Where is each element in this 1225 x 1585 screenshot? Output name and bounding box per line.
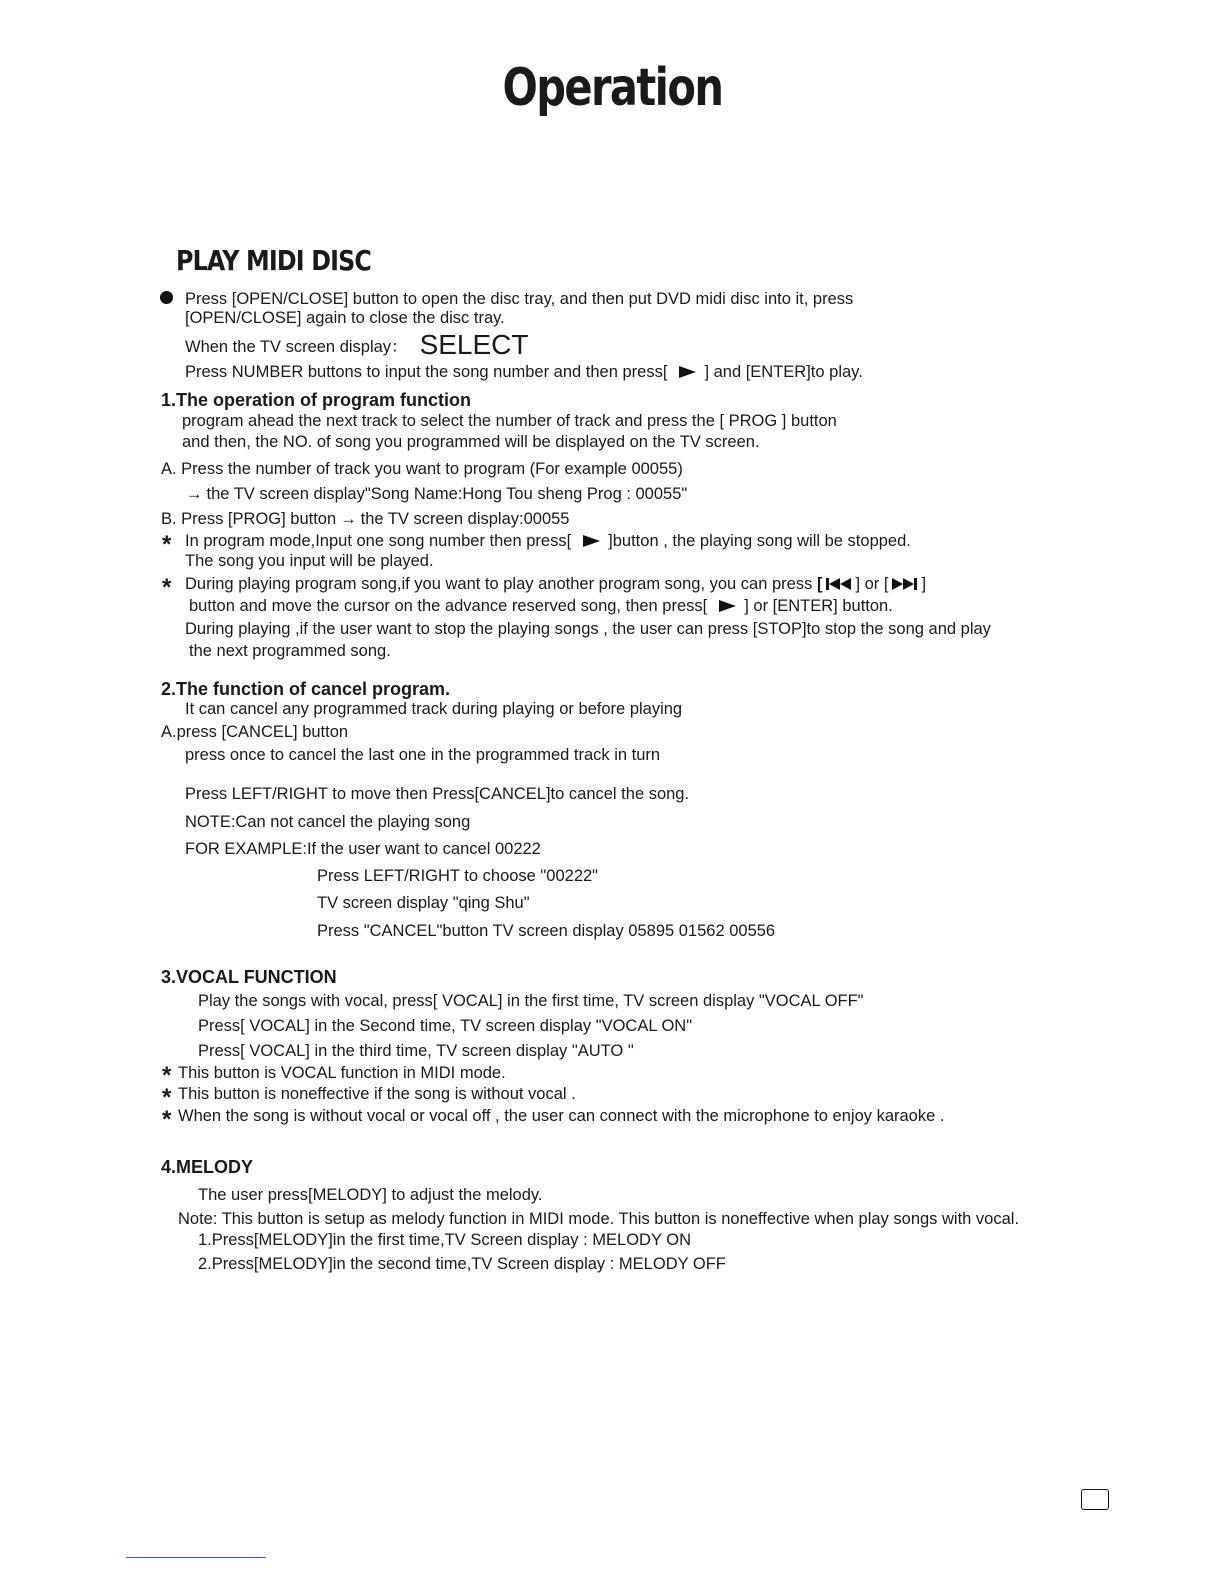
asterisk-icon: *	[162, 1106, 172, 1133]
s2-example-1: Press LEFT/RIGHT to choose "00222"	[317, 867, 599, 885]
s1-line-3: During playing ,if the user want to stop the playing songs , the user can press [STOP]to stop the song and play	[185, 620, 991, 638]
play-icon	[719, 600, 736, 612]
play-icon	[583, 535, 600, 547]
select-display-text: SELECT	[419, 329, 529, 360]
asterisk-icon: *	[162, 1084, 172, 1111]
s1-note-2	[185, 574, 926, 594]
s1-note-1-c: The song you input will be played.	[185, 552, 434, 570]
asterisk-icon: *	[162, 1062, 172, 1089]
s3-line-1: Play the songs with vocal, press[ VOCAL] in the first time, TV screen display "VOCAL OFF"	[198, 992, 864, 1010]
s1-note-2-or: ] or [	[855, 575, 889, 593]
heading-melody: 4.MELODY	[161, 1157, 254, 1177]
s1-step-b	[161, 509, 569, 529]
s1-note-2-c1: button and move the cursor on the advance reserved song, then press[	[189, 597, 708, 615]
play-icon	[679, 366, 696, 378]
s1-step-b-result: the TV screen display:00055	[360, 510, 570, 528]
page-title: Operation	[502, 58, 723, 118]
s2-example: FOR EXAMPLE:If the user want to cancel 00222	[185, 840, 541, 858]
heading-program-function: 1.The operation of program function	[161, 390, 471, 410]
s1-line-1: program ahead the next track to select the number of track and press the [ PROG ] button	[182, 412, 837, 430]
page-number-box	[1081, 1489, 1109, 1510]
bracket-close: ]	[921, 575, 927, 593]
s3-note-3: When the song is without vocal or vocal off , the user can connect with the microphone to enjoy karaoke .	[178, 1107, 945, 1125]
s1-line-4: the next programmed song.	[189, 642, 391, 660]
s1-step-a-result	[182, 484, 687, 504]
s3-line-3: Press[ VOCAL] in the third time, TV screen display "AUTO "	[198, 1042, 634, 1060]
right-arrow-icon: →	[186, 485, 203, 503]
heading-vocal-function: 3.VOCAL FUNCTION	[161, 967, 337, 987]
s2-step-a: A.press [CANCEL] button	[161, 723, 349, 741]
heading-cancel-program: 2.The function of cancel program.	[161, 679, 451, 699]
s1-note-2-c2: ] or [ENTER] button.	[744, 597, 893, 615]
intro-line-1: Press [OPEN/CLOSE] button to open the disc tray, and then put DVD midi disc into it, press	[185, 290, 854, 308]
asterisk-icon: *	[162, 531, 172, 558]
intro-line-4-b: ] and [ENTER]to play.	[704, 363, 863, 381]
intro-line-3-text: When the TV screen display：	[185, 338, 408, 356]
s3-note-1: This button is VOCAL function in MIDI mode.	[178, 1064, 506, 1082]
s2-line-2: press once to cancel the last one in the programmed track in turn	[185, 746, 661, 764]
s1-step-a-result-text: the TV screen display"Song Name:Hong Tou sheng Prog : 00055"	[206, 485, 688, 503]
bullet-dot-icon	[160, 291, 173, 304]
s1-note-1-b: ]button , the playing song will be stopped.	[608, 532, 911, 550]
s1-note-1-a: In program mode,Input one song number then press[	[185, 532, 572, 550]
s2-example-2: TV screen display "qing Shu"	[317, 894, 530, 912]
s4-item-1: 1.Press[MELODY]in the first time,TV Screen display : MELODY ON	[198, 1231, 692, 1249]
s1-note-2-a: During playing program song,if you want to play another program song, you can press	[185, 575, 813, 593]
s1-line-2: and then, the NO. of song you programmed will be displayed on the TV screen.	[182, 433, 760, 451]
s3-note-2: This button is noneffective if the song is without vocal .	[178, 1085, 576, 1103]
intro-line-4	[185, 362, 863, 382]
right-arrow-icon: →	[340, 510, 357, 528]
s2-line-1: It can cancel any programmed track during playing or before playing	[185, 700, 683, 718]
intro-line-3	[185, 329, 529, 360]
s1-note-2-c	[189, 596, 893, 616]
s4-note: Note: This button is setup as melody function in MIDI mode. This button is noneffective when play songs with vocal.	[178, 1210, 1020, 1228]
asterisk-icon: *	[162, 574, 172, 601]
s3-line-2: Press[ VOCAL] in the Second time, TV screen display "VOCAL ON"	[198, 1017, 693, 1035]
intro-line-4-a: Press NUMBER buttons to input the song number and then press[	[185, 363, 668, 381]
s1-step-b-text: B. Press [PROG] button	[161, 510, 337, 528]
previous-track-icon	[826, 578, 851, 590]
footer-divider	[126, 1557, 266, 1558]
s4-line-1: The user press[MELODY] to adjust the melody.	[198, 1186, 543, 1204]
s2-example-3: Press "CANCEL"button TV screen display 05895 01562 00556	[317, 922, 776, 940]
s1-note-1	[185, 531, 911, 551]
section-title: PLAY MIDI DISC	[176, 244, 372, 277]
s4-item-2: 2.Press[MELODY]in the second time,TV Screen display : MELODY OFF	[198, 1255, 726, 1273]
intro-line-2: [OPEN/CLOSE] again to close the disc tray.	[185, 309, 505, 327]
s2-note: NOTE:Can not cancel the playing song	[185, 813, 471, 831]
s2-line-3: Press LEFT/RIGHT to move then Press[CANCEL]to cancel the song.	[185, 785, 690, 803]
bracket-open: [	[816, 575, 823, 593]
next-track-icon	[892, 578, 917, 590]
s1-step-a: A. Press the number of track you want to program (For example 00055)	[161, 460, 683, 478]
